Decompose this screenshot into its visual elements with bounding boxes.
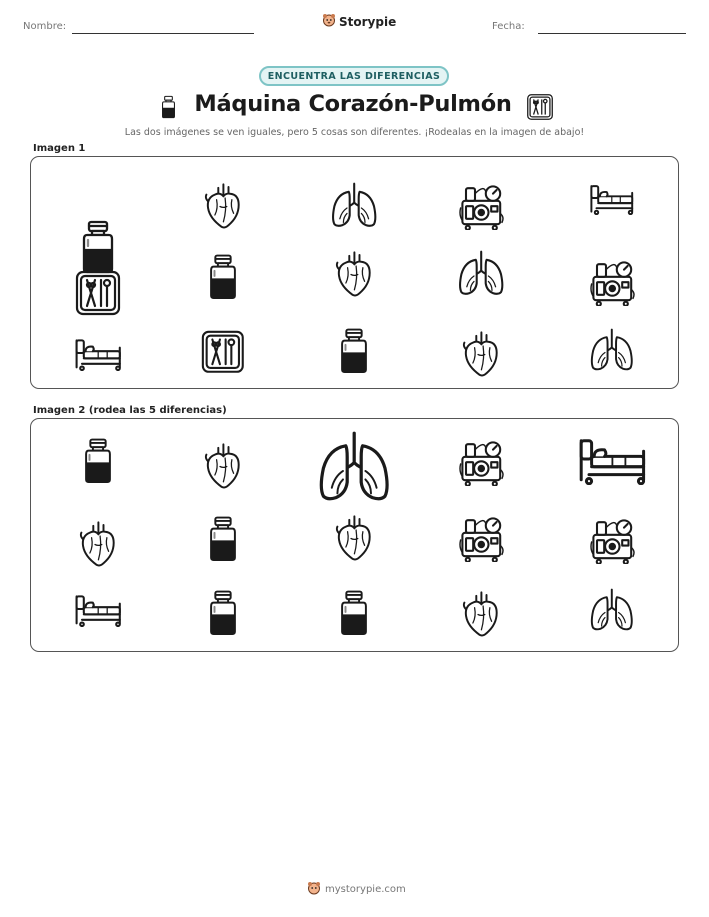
hospital-bed-icon: [73, 335, 123, 371]
heart-lung-machine-icon: [457, 181, 506, 230]
heart-lung-machine-icon: [588, 257, 637, 306]
heart-icon[interactable]: [78, 519, 119, 568]
brand-name: Storypie: [339, 14, 397, 29]
vial-icon[interactable]: [337, 589, 371, 637]
lungs-icon[interactable]: [588, 587, 636, 633]
vial-icon: [78, 219, 118, 275]
footer-url: mystorypie.com: [325, 884, 406, 895]
activity-badge: ENCUENTRA LAS DIFERENCIAS: [259, 66, 449, 86]
heart-icon[interactable]: [203, 441, 244, 490]
vial-icon[interactable]: [81, 437, 115, 485]
name-field[interactable]: [72, 33, 254, 34]
lungs-icon[interactable]: [315, 429, 393, 505]
vial-icon: [206, 253, 240, 301]
title-vial-icon: [160, 93, 177, 125]
image2-label: Imagen 2 (rodea las 5 diferencias): [33, 405, 227, 416]
title-surgical-tools-icon: [526, 93, 554, 125]
brand-logo: [322, 12, 396, 31]
heart-icon: [203, 181, 244, 230]
lungs-icon: [329, 181, 379, 230]
vial-icon[interactable]: [206, 589, 240, 637]
name-label: Nombre:: [23, 21, 67, 32]
heart-lung-machine-icon[interactable]: [457, 513, 506, 562]
hospital-bed-icon[interactable]: [73, 591, 123, 627]
lungs-icon: [588, 327, 636, 373]
storypie-mascot-icon: [322, 12, 336, 31]
surgical-tools-icon: [74, 269, 122, 317]
lungs-icon: [456, 249, 506, 298]
image2-panel[interactable]: [30, 418, 679, 652]
instructions: Las dos imágenes se ven iguales, pero 5 cosas son diferentes. ¡Rodealas en la imagen de abajo!: [124, 127, 585, 138]
page-title: Máquina Corazón-Pulmón: [194, 91, 512, 117]
image1-panel: [30, 156, 679, 389]
surgical-tools-icon: [200, 329, 246, 375]
heart-icon: [334, 249, 375, 298]
heart-icon[interactable]: [334, 513, 375, 562]
storypie-mascot-icon: [307, 880, 321, 899]
date-label: Fecha:: [492, 21, 525, 32]
image1-label: Imagen 1: [33, 143, 86, 154]
footer: [307, 880, 406, 899]
hospital-bed-icon: [588, 181, 636, 215]
vial-icon[interactable]: [206, 515, 240, 563]
heart-icon[interactable]: [461, 589, 502, 638]
heart-lung-machine-icon[interactable]: [588, 515, 637, 564]
heart-icon: [461, 329, 502, 378]
vial-icon: [337, 327, 371, 375]
date-field[interactable]: [538, 33, 686, 34]
heart-lung-machine-icon[interactable]: [457, 437, 506, 486]
hospital-bed-icon[interactable]: [576, 433, 649, 485]
